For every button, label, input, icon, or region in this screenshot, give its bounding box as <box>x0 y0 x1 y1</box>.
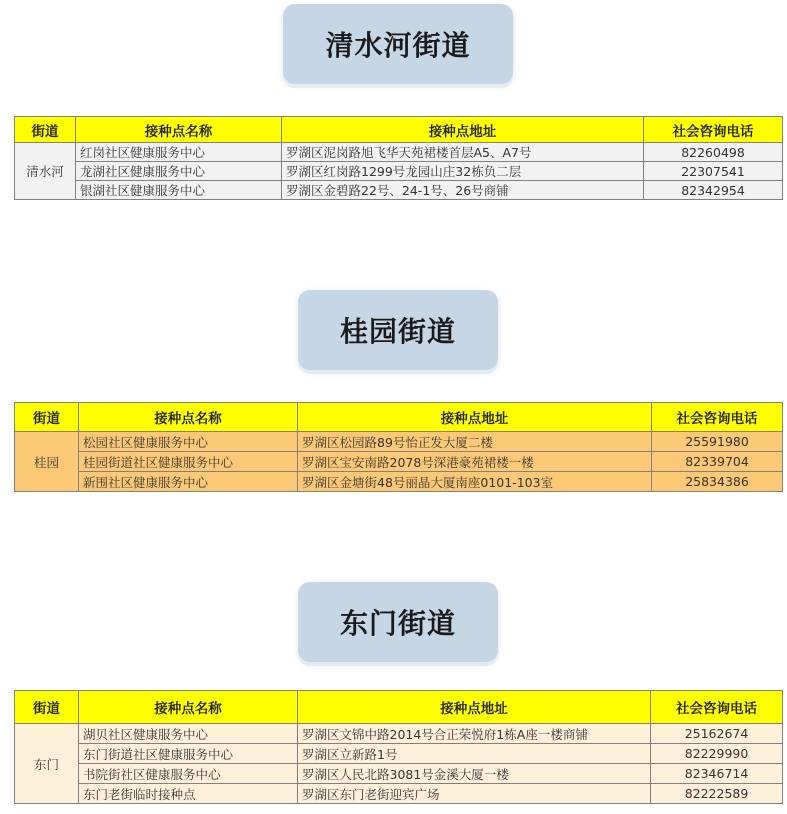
phone-cell: 82222589 <box>651 784 783 804</box>
site-address-cell: 罗湖区宝安南路2078号深港豪苑裙楼一楼 <box>298 452 652 472</box>
vaccination-table-dongmen <box>14 690 783 804</box>
site-address-cell: 罗湖区松园路89号怡正发大厦二楼 <box>298 432 652 452</box>
table-row <box>15 784 783 804</box>
site-name-cell: 书院街社区健康服务中心 <box>79 764 298 784</box>
site-address-cell: 罗湖区泥岗路旭飞华天苑裙楼首层A5、A7号 <box>282 143 644 162</box>
site-name-cell: 新围社区健康服务中心 <box>79 472 298 492</box>
site-name-cell: 银湖社区健康服务中心 <box>76 181 282 200</box>
phone-cell: 25162674 <box>651 724 783 744</box>
table-row <box>15 764 783 784</box>
header-phone: 社会咨询电话 <box>652 403 783 432</box>
table-row <box>15 472 783 492</box>
header-site-address: 接种点地址 <box>298 403 652 432</box>
table-row <box>15 143 783 162</box>
header-site-name: 接种点名称 <box>79 403 298 432</box>
phone-cell: 82342954 <box>644 181 783 200</box>
header-phone: 社会咨询电话 <box>651 691 783 724</box>
table-row <box>15 181 783 200</box>
table-row <box>15 744 783 764</box>
section-title-guiyuan: 桂园街道 <box>298 290 498 370</box>
header-site-address: 接种点地址 <box>282 117 644 143</box>
street-cell: 清水河 <box>15 143 76 200</box>
header-street: 街道 <box>15 117 76 143</box>
site-name-cell: 桂园街道社区健康服务中心 <box>79 452 298 472</box>
phone-cell: 82346714 <box>651 764 783 784</box>
table-row <box>15 432 783 452</box>
phone-cell: 82339704 <box>652 452 783 472</box>
site-name-cell: 东门老街临时接种点 <box>79 784 298 804</box>
site-address-cell: 罗湖区东门老街迎宾广场 <box>298 784 651 804</box>
header-phone: 社会咨询电话 <box>644 117 783 143</box>
site-name-cell: 湖贝社区健康服务中心 <box>79 724 298 744</box>
street-cell: 东门 <box>15 724 79 804</box>
site-address-cell: 罗湖区红岗路1299号龙园山庄32栋负二层 <box>282 162 644 181</box>
header-site-name: 接种点名称 <box>79 691 298 724</box>
vaccination-table-qingshuihe <box>14 116 783 200</box>
section-title-dongmen: 东门街道 <box>298 582 498 662</box>
header-street: 街道 <box>15 403 79 432</box>
site-name-cell: 东门街道社区健康服务中心 <box>79 744 298 764</box>
table-row <box>15 162 783 181</box>
phone-cell: 82260498 <box>644 143 783 162</box>
site-address-cell: 罗湖区立新路1号 <box>298 744 651 764</box>
site-address-cell: 罗湖区人民北路3081号金溪大厦一楼 <box>298 764 651 784</box>
header-site-address: 接种点地址 <box>298 691 651 724</box>
site-address-cell: 罗湖区文锦中路2014号合正荣悦府1栋A座一楼商铺 <box>298 724 651 744</box>
site-address-cell: 罗湖区金塘街48号丽晶大厦南座0101-103室 <box>298 472 652 492</box>
phone-cell: 22307541 <box>644 162 783 181</box>
site-name-cell: 龙湖社区健康服务中心 <box>76 162 282 181</box>
phone-cell: 82229990 <box>651 744 783 764</box>
header-street: 街道 <box>15 691 79 724</box>
site-address-cell: 罗湖区金碧路22号、24-1号、26号商铺 <box>282 181 644 200</box>
section-title-qingshuihe: 清水河街道 <box>283 4 513 84</box>
phone-cell: 25591980 <box>652 432 783 452</box>
street-cell: 桂园 <box>15 432 79 492</box>
table-row <box>15 724 783 744</box>
site-name-cell: 红岗社区健康服务中心 <box>76 143 282 162</box>
phone-cell: 25834386 <box>652 472 783 492</box>
vaccination-table-guiyuan <box>14 402 783 492</box>
header-site-name: 接种点名称 <box>76 117 282 143</box>
table-row <box>15 452 783 472</box>
site-name-cell: 松园社区健康服务中心 <box>79 432 298 452</box>
